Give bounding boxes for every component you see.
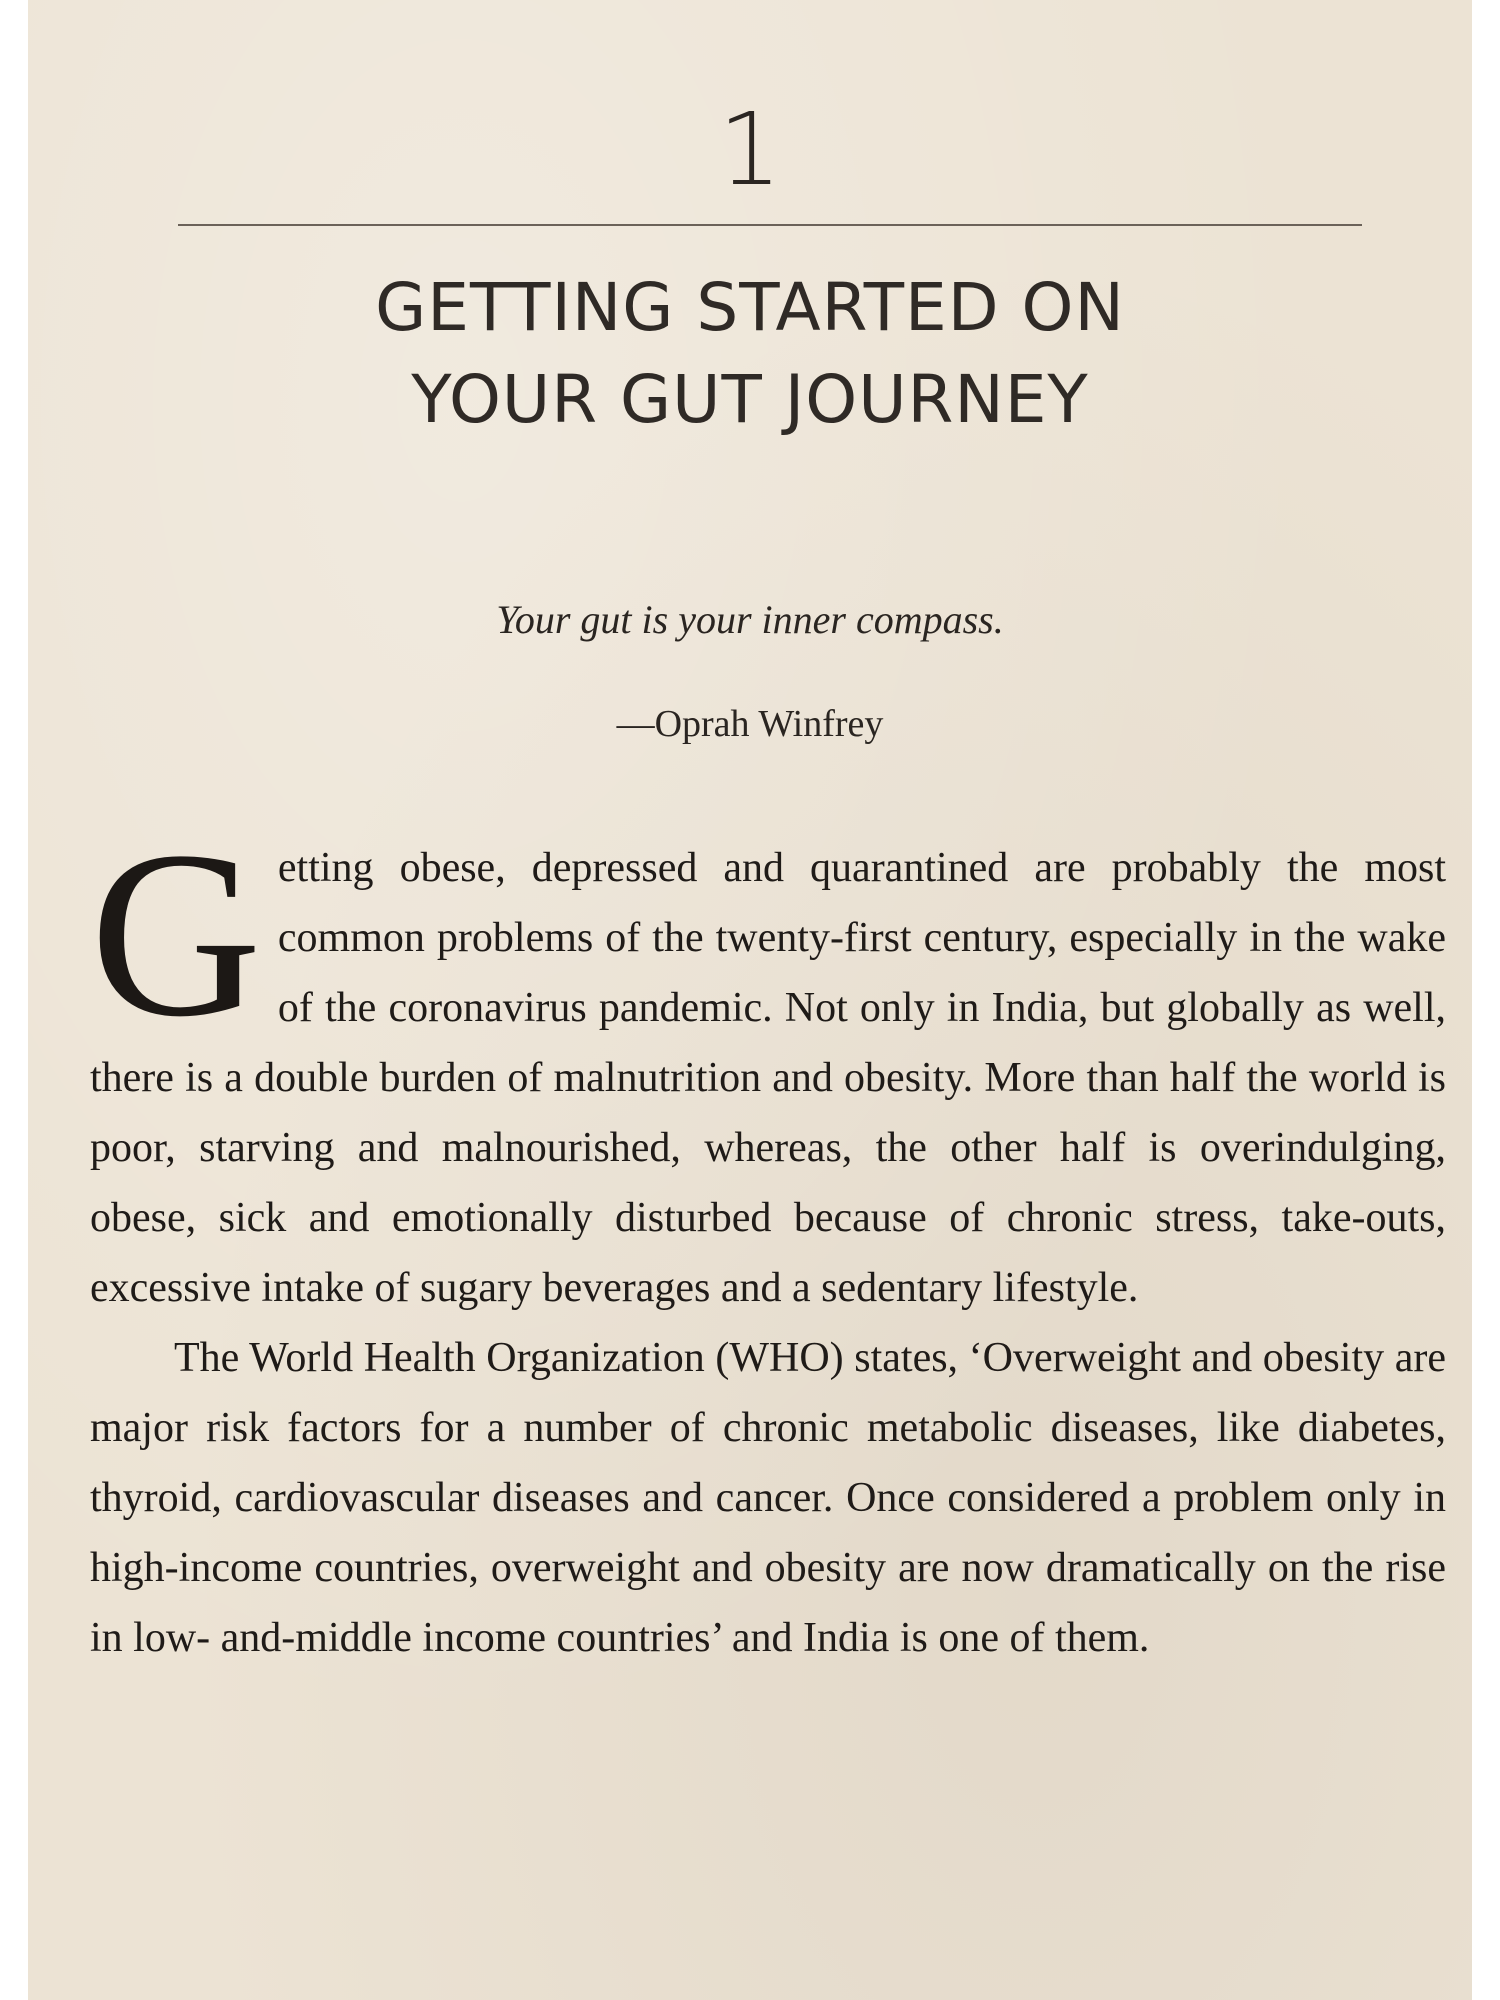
chapter-title: [28, 262, 1472, 446]
paragraph-2: The World Health Organization (WHO) states, ‘Overweight and obesity are major risk factors for a number of chronic metabolic diseases, like diabetes, thyroid, cardiovascular diseases and cancer. Once considered a problem only in high-income countries, overweight and obesity are now dramatically on the rise in low- and-middle income countries’ and India is one of them.: [90, 1335, 1446, 1661]
chapter-title-line-2: YOUR GUT JOURNEY: [411, 361, 1089, 438]
paragraph-1: [90, 803, 1446, 1323]
epigraph-attribution: —Oprah Winfrey: [616, 703, 884, 745]
chapter-title-line-1: GETTING STARTED ON: [375, 269, 1125, 346]
book-page: [28, 0, 1472, 2000]
chapter-body: [90, 803, 1446, 1673]
chapter-number: 1: [718, 91, 782, 208]
paragraph-1-text: etting obese, depressed and quarantined are probably the most common problems of the twenty-first century, especially in the wake of the coronavirus pandemic. Not only in India, but globally as well, there is a double burden of malnutrition and obesity. More than half the world is poor, starving and malnourished, whereas, the other half is overindulging, obese, sick and emotionally disturbed because of chronic stress, take-outs, excessive intake of sugary beverages and a sedentary lifestyle.: [90, 845, 1446, 1311]
chapter-divider: [178, 224, 1362, 226]
drop-cap: G: [90, 803, 262, 1066]
epigraph-quote: Your gut is your inner compass.: [496, 597, 1004, 642]
